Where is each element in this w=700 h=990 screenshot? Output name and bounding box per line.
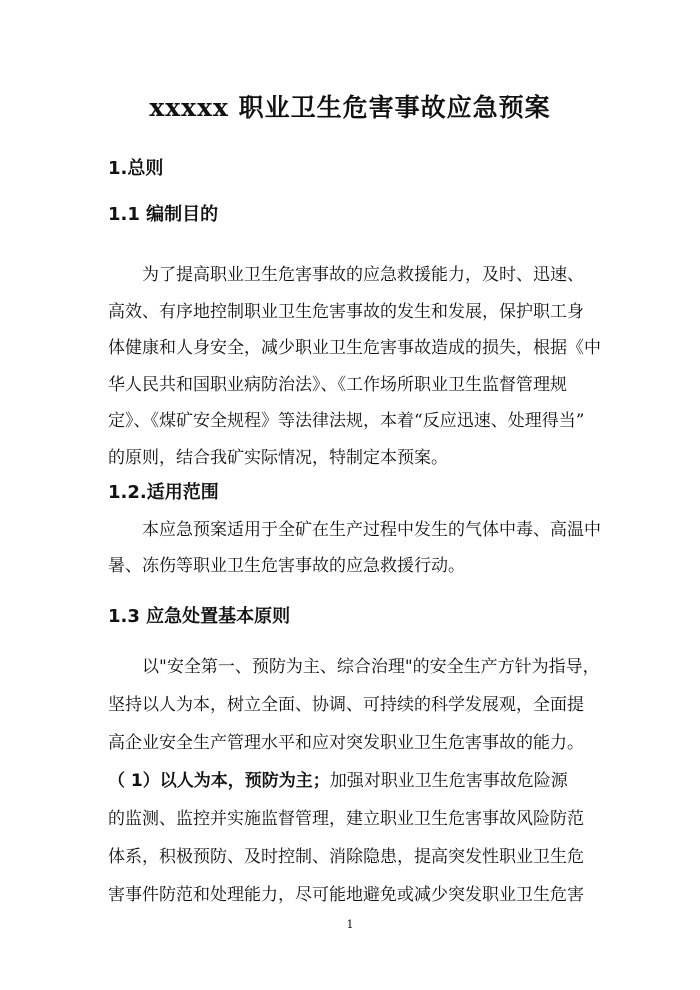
paragraph-line: 坚持以人为本，树立全面、协调、可持续的科学发展观，全面提 — [108, 695, 584, 715]
paragraph-line: 定》、《煤矿安全规程》等法律法规，本着“反应迅速、处理得当” — [108, 411, 585, 431]
heading-scope: 1.2.适用范围 — [108, 482, 219, 503]
paragraph-line: 的原则，结合我矿实际情况，特制定本预案。 — [108, 447, 448, 468]
principle-1-first-line — [108, 762, 608, 800]
page-number: 1 — [346, 918, 354, 931]
paragraph-line: 的监测、监控并实施监督管理，建立职业卫生危害事故风险防范 — [108, 809, 584, 829]
document-title: xxxxx 职业卫生危害事故应急预案 — [149, 93, 551, 122]
paragraph-line: 华人民共和国职业病防治法》、《工作场所职业卫生监督管理规 — [108, 374, 567, 395]
paragraph-purpose — [108, 257, 608, 476]
paragraph-scope — [108, 512, 608, 584]
paragraph-line: 暑、冻伤等职业卫生危害事故的应急救援行动。 — [108, 556, 465, 576]
paragraph-line: 体健康和人身安全，减少职业卫生危害事故造成的损失，根据《中 — [108, 338, 601, 358]
paragraph-line: 害事件防范和处理能力，尽可能地避免或减少突发职业卫生危害 — [108, 885, 584, 905]
paragraph-line: 以"安全第一、预防为主、综合治理"的安全生产方针为指导， — [142, 657, 600, 677]
paragraph-line: 本应急预案适用于全矿在生产过程中发生的气体中毒、高温中 — [142, 520, 601, 540]
heading-general-principles: 1.总则 — [108, 158, 164, 179]
heading-purpose: 1.1 编制目的 — [108, 204, 219, 225]
heading-basic-principles: 1.3 应急处置基本原则 — [108, 606, 291, 627]
paragraph-basic-principles — [108, 648, 608, 914]
principle-1-lead: （ 1）以人为本，预防为主； — [108, 771, 330, 791]
paragraph-line: 高效、有序地控制职业卫生危害事故的发生和发展，保护职工身 — [108, 301, 584, 322]
paragraph-line: 高企业安全生产管理水平和应对突发职业卫生危害事故的能力。 — [108, 733, 584, 753]
principle-1-text: 加强对职业卫生危害事故危险源 — [329, 771, 568, 791]
paragraph-line: 为了提高职业卫生危害事故的应急救援能力，及时、迅速、 — [142, 265, 584, 285]
paragraph-line: 体系，积极预防、及时控制、消除隐患，提高突发性职业卫生危 — [108, 847, 584, 867]
